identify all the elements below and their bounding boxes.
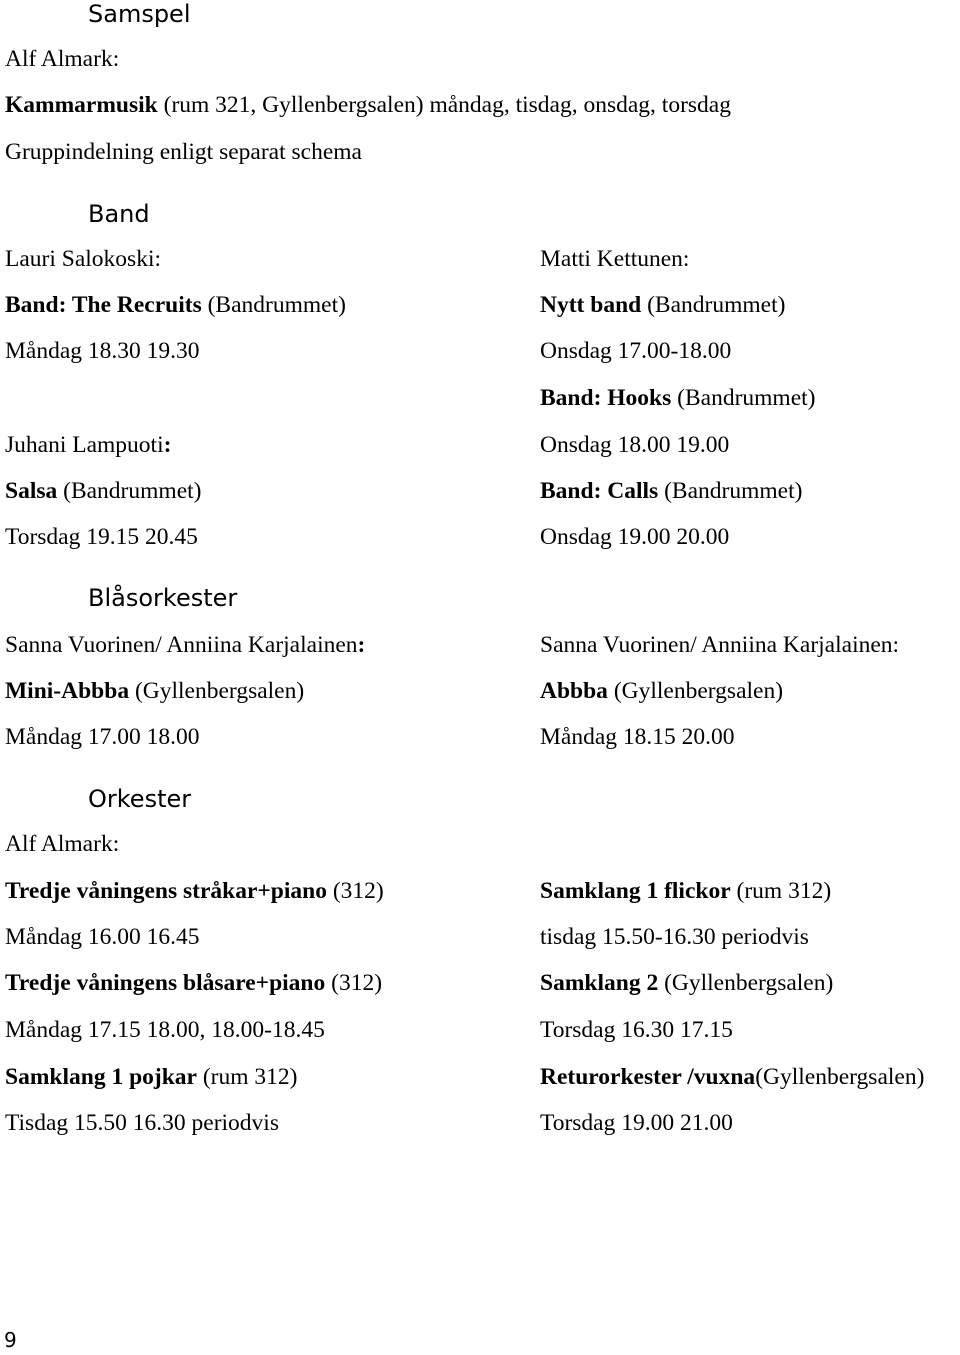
course-line: [540, 1066, 924, 1090]
course-time: Onsdag 18.00 19.00: [540, 432, 730, 458]
teacher-colon: :: [163, 432, 172, 458]
course-room: (Bandrummet): [658, 478, 803, 504]
teacher-label: Sanna Vuorinen/ Anniina Karjalainen: [5, 632, 358, 658]
course-line: [540, 480, 802, 504]
course-time: tisdag 15.50-16.30 periodvis: [540, 924, 809, 950]
course-line: [540, 294, 785, 318]
section-heading-orkester: Orkester: [88, 785, 192, 813]
course-room: (Bandrummet): [201, 292, 346, 318]
course-details: (rum 321, Gyllenbergsalen) måndag, tisdag, onsdag, torsdag: [157, 92, 731, 118]
course-time: Måndag 18.15 20.00: [540, 724, 735, 750]
course-room: (Gyllenbergsalen): [658, 970, 834, 996]
course-title: Band: Hooks: [540, 385, 672, 411]
course-title: Salsa: [5, 478, 58, 504]
course-time: Torsdag 19.15 20.45: [5, 524, 198, 550]
course-title: Tredje våningens blåsare+piano: [5, 970, 326, 996]
course-title: Band: Calls: [540, 478, 659, 504]
course-room: (312): [325, 970, 383, 996]
teacher-colon: :: [357, 632, 366, 658]
course-title: Samklang 1 pojkar: [5, 1064, 197, 1090]
teacher-name: [5, 434, 171, 458]
course-line: [5, 972, 382, 996]
course-title: Abbba: [540, 678, 608, 704]
course-time: Tisdag 15.50 16.30 periodvis: [5, 1110, 279, 1136]
section-heading-samspel: Samspel: [88, 0, 191, 28]
course-time: Måndag 18.30 19.30: [5, 338, 200, 364]
course-time: Måndag 16.00 16.45: [5, 924, 200, 950]
teacher-name: Matti Kettunen:: [540, 246, 690, 272]
course-time: Måndag 17.00 18.00: [5, 724, 200, 750]
course-title: Samklang 1 flickor: [540, 878, 731, 904]
teacher-name: [5, 634, 365, 658]
course-line: [540, 972, 833, 996]
course-line: [5, 480, 201, 504]
teacher-name: Alf Almark:: [5, 46, 120, 72]
course-line: [5, 880, 384, 904]
course-line: [5, 1066, 297, 1090]
teacher-name: Sanna Vuorinen/ Anniina Karjalainen:: [540, 632, 900, 658]
course-time: Måndag 17.15 18.00, 18.00-18.45: [5, 1017, 325, 1043]
course-title: Nytt band: [540, 292, 642, 318]
course-room: (rum 312): [730, 878, 832, 904]
course-room: (Gyllenbergsalen): [607, 678, 784, 704]
course-room: (312): [326, 878, 384, 904]
course-room: (Gyllenbergsalen): [129, 678, 305, 704]
course-time: Torsdag 19.00 21.00: [540, 1110, 733, 1136]
course-title: Kammarmusik: [5, 92, 158, 118]
course-title: Samklang 2: [540, 970, 659, 996]
teacher-name: Alf Almark:: [5, 831, 120, 857]
course-title: Band: The Recruits: [5, 292, 202, 318]
course-title: Tredje våningens stråkar+piano: [5, 878, 327, 904]
course-room: (Bandrummet): [641, 292, 786, 318]
course-time: Torsdag 16.30 17.15: [540, 1017, 733, 1043]
grouping-note: Gruppindelning enligt separat schema: [5, 139, 362, 165]
course-room: (Bandrummet): [57, 478, 202, 504]
course-room: (rum 312): [196, 1064, 298, 1090]
course-time: Onsdag 19.00 20.00: [540, 524, 730, 550]
course-line: [5, 680, 304, 704]
course-room: (Gyllenbergsalen): [755, 1064, 925, 1090]
course-line: [540, 387, 816, 411]
teacher-name: Lauri Salokoski:: [5, 246, 161, 272]
course-room: (Bandrummet): [671, 385, 816, 411]
course-line: [540, 880, 831, 904]
course-line: [540, 680, 783, 704]
course-line: [5, 294, 346, 318]
course-line: [5, 94, 731, 118]
section-heading-band: Band: [88, 200, 150, 228]
course-time: Onsdag 17.00-18.00: [540, 338, 732, 364]
page-number: 9: [4, 1328, 17, 1352]
course-title: Returorkester /vuxna: [540, 1064, 756, 1090]
section-heading-blasorkester: Blåsorkester: [88, 584, 238, 612]
course-title: Mini-Abbba: [5, 678, 130, 704]
teacher-label: Juhani Lampuoti: [5, 432, 164, 458]
